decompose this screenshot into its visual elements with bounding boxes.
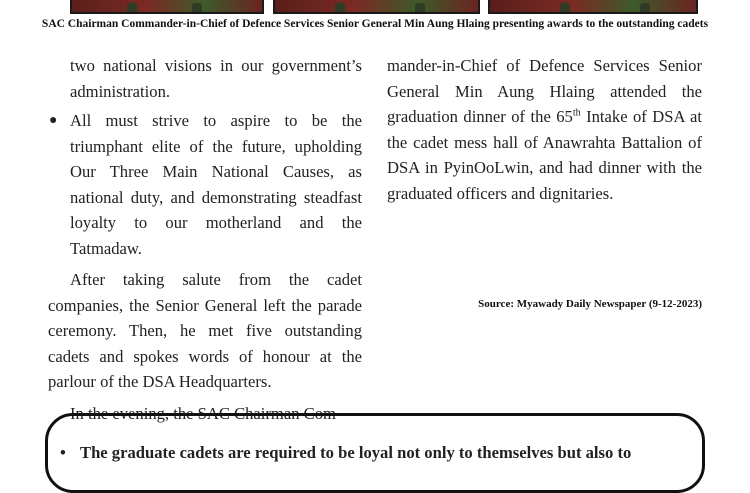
bullet-text: All must strive to aspire to be the triumphant elite of the future, upholding Our Three Main National Causes, as national duty, and demonstrating steadfast loyalty to our motherland and the Tatmadaw.: [70, 111, 362, 258]
photo-strip: [0, 0, 750, 16]
paragraph-dinner: [387, 53, 702, 206]
paragraph-salute: After taking salute from the cadet companies, the Senior General left the parade ceremony. Then, he met five outstanding cadets and spokes words of honour at the parlour of the DSA Headquarters.: [48, 270, 362, 391]
bullet-icon: ●: [49, 113, 58, 128]
right-column: [387, 53, 702, 206]
left-column: [48, 53, 362, 426]
photo-caption: SAC Chairman Commander-in-Chief of Defence Services Senior General Min Aung Hlaing presenting awards to the outstanding cadets: [41, 18, 709, 30]
ordinal-suffix: th: [572, 107, 581, 119]
award-photo-1: [70, 0, 264, 14]
dinner-text-start: mander-in-Chief of Defence Services Senior General Min Aung Hlaing attended the graduation dinner of the 65: [387, 56, 702, 126]
bullet-item: [48, 108, 362, 261]
continued-text: two national visions in our government’s administration.: [70, 56, 362, 101]
award-photo-3: [488, 0, 698, 14]
box-bullet-text: The graduate cadets are required to be loyal not only to themselves but also to: [80, 443, 632, 462]
award-photo-2: [273, 0, 480, 14]
dinner-text-end: Intake of DSA at the cadet mess hall of Anawrahta Battalion of DSA in PyinOoLwin, and had dinner with the graduated officers and dignitaries.: [387, 107, 702, 203]
bullet-icon: •: [60, 443, 66, 462]
source-citation: Source: Myawady Daily Newspaper (9-12-2023): [478, 298, 702, 310]
paragraph-evening: In the evening, the SAC Chairman Com-: [70, 403, 342, 423]
box-bullet-item: [60, 443, 700, 463]
